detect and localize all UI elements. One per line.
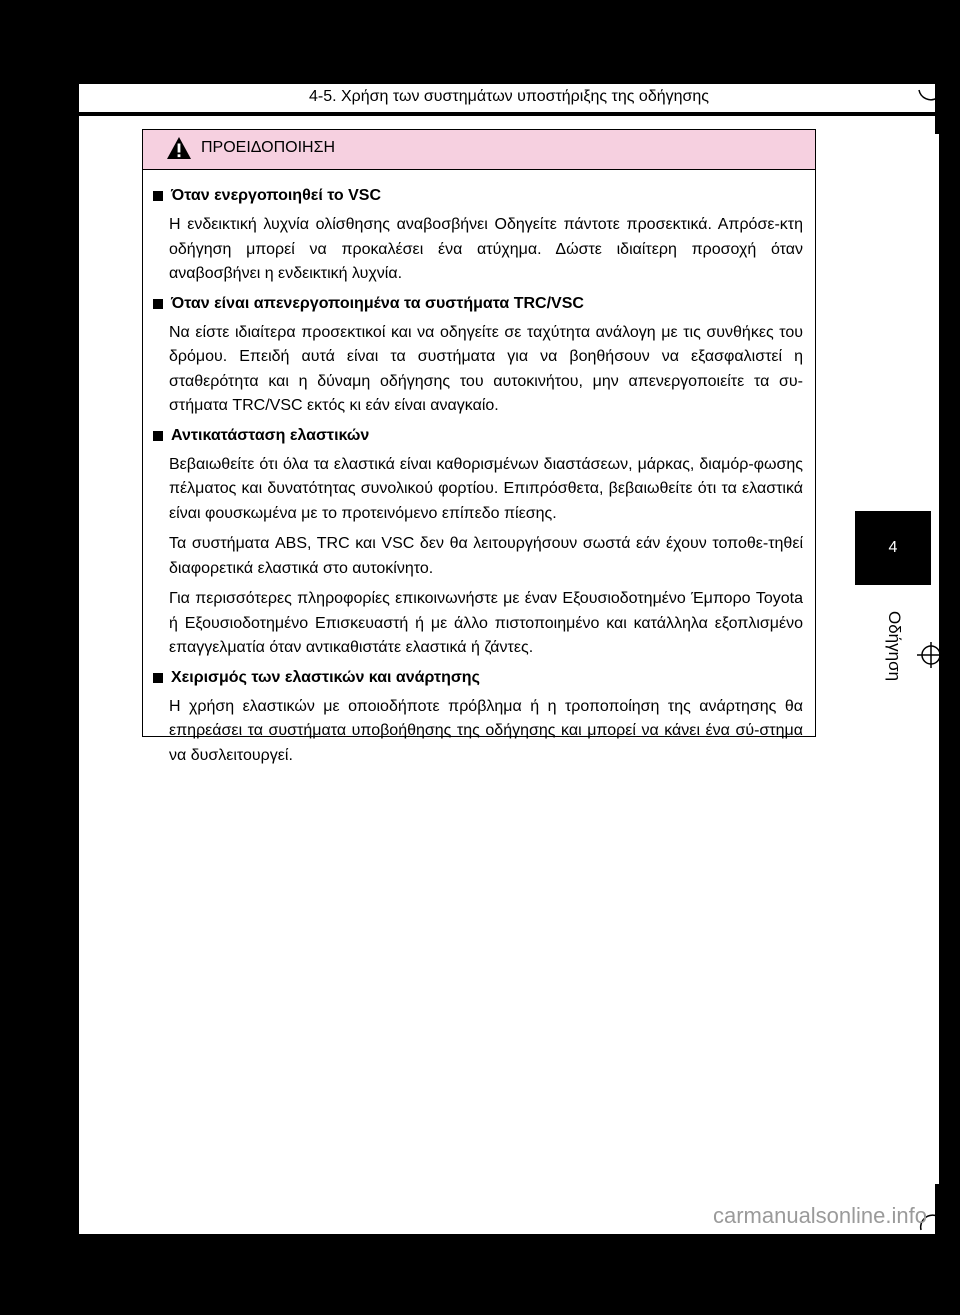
warning-section (153, 293, 803, 419)
section-paragraph: Τα συστήματα ABS, TRC και VSC δεν θα λειτουργήσουν σωστά εάν έχουν τοποθε-τηθεί διαφορετικά ελαστικά στο αυτοκίνητο. (169, 535, 803, 577)
section-paragraph: Η ενδεικτική λυχνία ολίσθησης αναβοσβήνει Οδηγείτε πάντοτε προσεκτικά. Απρόσε-κτη οδήγηση μπορεί να προκαλέσει ένα ατύχημα. Δώστε ιδιαίτερη προσοχή όταν αναβοσβήνει η ενδεικτική λυχνία. (169, 216, 803, 282)
warning-box (142, 129, 816, 764)
square-bullet-icon (153, 673, 163, 683)
warning-section (153, 185, 803, 287)
warning-header (143, 130, 815, 170)
registration-mark-icon (917, 84, 943, 110)
square-bullet-icon (153, 431, 163, 441)
section-paragraph: Για περισσότερες πληροφορίες επικοινωνήστε με έναν Εξουσιοδοτημένο Έμπορο Toyota ή Εξουσιοδοτημένο Επισκευαστή ή με άλλο πιστοποιημένο και κατάλληλα εξοπλισμένο επαγγελματία όταν αντικαθιστάτε ελαστικά ή ζάντες. (169, 590, 803, 656)
section-heading-text: Όταν ενεργοποιηθεί το VSC (171, 187, 382, 204)
section-heading-text: Χειρισμός των ελαστικών και ανάρτησης (171, 668, 480, 686)
site-watermark: carmanualsonline.info (712, 1203, 927, 1228)
warning-content (153, 185, 803, 774)
section-heading-text: Αντικατάσταση ελαστικών (171, 426, 370, 444)
chapter-tab-number: 4 (855, 511, 931, 585)
warning-section (153, 425, 803, 661)
section-heading (153, 293, 803, 315)
warning-section (153, 667, 803, 769)
chapter-tab-label (871, 596, 917, 696)
square-bullet-icon (153, 191, 163, 201)
header-rule (79, 112, 939, 116)
chapter-tab-label-text: Οδήγηση (885, 610, 904, 682)
section-paragraph: Η χρήση ελαστικών με οποιοδήποτε πρόβλημα ή η τροποποίηση της ανάρτησης θα επηρεάσει τα συστήματα υποβοήθησης της οδήγησης και μπορεί να κάνει ένα σύ-στημα να δυσλειτουργεί. (169, 697, 803, 764)
manual-page (79, 84, 939, 1234)
section-heading (153, 425, 803, 447)
warning-triangle-icon (166, 136, 192, 160)
section-heading (153, 185, 803, 207)
registration-mark-icon (917, 642, 943, 668)
section-paragraph: Βεβαιωθείτε ότι όλα τα ελαστικά είναι καθορισμένων διαστάσεων, μάρκας, διαμόρ-φωσης πέλματος και δυνατότητας συνολικού φορτίου. Επιπρόσθετα, βεβαιωθείτε ότι τα ελαστικά είναι φουσκωμένα με το προτεινόμενο επίπεδο πίεσης. (169, 455, 803, 522)
square-bullet-icon (153, 299, 163, 309)
section-heading (153, 667, 803, 689)
page-header-title: 4-5. Χρήση των συστημάτων υποστήριξης της οδήγησης (308, 88, 710, 105)
section-paragraph: Να είστε ιδιαίτερα προσεκτικοί και να οδηγείτε σε ταχύτητα ανάλογη με τις συνθήκες του δρόμου. Επειδή αυτά είναι τα συστήματα για να βοηθήσουν να εξασφαλιστεί η σταθερότητα και η δύναμη οδήγησης του αυτοκινήτου, μην απενεργοποιείτε τα συ-στήματα TRC/VSC εκτός κι εάν είναι αναγκαίο. (169, 323, 803, 414)
section-heading-text: Όταν είναι απενεργοποιημένα τα συστήματα TRC/VSC (171, 294, 584, 312)
warning-title: ΠΡΟΕΙΔΟΠΟΙΗΣΗ (201, 139, 336, 156)
